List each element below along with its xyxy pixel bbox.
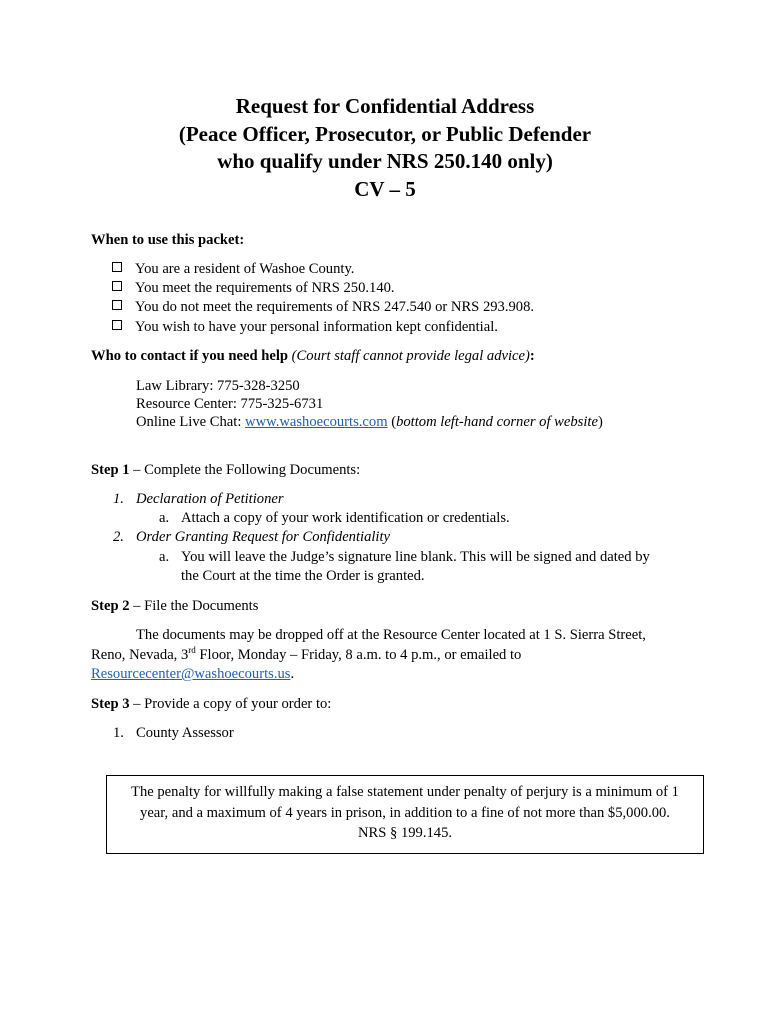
contact-heading: Who to contact if you need help (Court staff cannot provide legal advice): bbox=[91, 348, 535, 364]
step-3-heading: Step 3 – Provide a copy of your order to: bbox=[91, 696, 332, 712]
online-chat-line: Online Live Chat: www.washoecourts.com (bottom left-hand corner of website) bbox=[136, 414, 603, 430]
checkbox-square-icon bbox=[112, 300, 122, 310]
law-library-phone: Law Library: 775-328-3250 bbox=[136, 378, 300, 394]
washoecourts-link[interactable]: www.washoecourts.com bbox=[245, 414, 388, 430]
step-2-paragraph-line-1: The documents may be dropped off at the Resource Center located at 1 S. Sierra Street, bbox=[136, 627, 646, 643]
document-item-2-sub-cont: the Court at the time the Order is granted. bbox=[181, 568, 425, 584]
contact-note: (Court staff cannot provide legal advice) bbox=[291, 348, 530, 364]
list-item: You meet the requirements of NRS 250.140. bbox=[112, 279, 122, 297]
document-item-2: 2. Order Granting Request for Confidentiality bbox=[113, 529, 391, 545]
title-line-1: Request for Confidential Address bbox=[235, 94, 535, 118]
when-to-use-heading: When to use this packet: bbox=[91, 232, 245, 248]
list-item: You are a resident of Washoe County. bbox=[112, 260, 122, 278]
penalty-notice-text: The penalty for willfully making a false statement under penalty of perjury is a minimum of 1 year, and a maximum of 4 years in prison, in addition to a fine of not more than $5,000.00. NRS § 199.145. bbox=[131, 784, 679, 841]
list-item: You do not meet the requirements of NRS 247.540 or NRS 293.908. bbox=[112, 298, 122, 316]
title-line-2: (Peace Officer, Prosecutor, or Public Defender bbox=[178, 121, 592, 146]
list-item: You wish to have your personal information kept confidential. bbox=[112, 318, 122, 336]
form-code: CV – 5 bbox=[354, 176, 416, 201]
title-line-3: who qualify under NRS 250.140 only) bbox=[217, 149, 553, 173]
resource-center-phone: Resource Center: 775-325-6731 bbox=[136, 396, 324, 412]
step-2-paragraph-line-3: Resourcecenter@washoecourts.us. bbox=[91, 666, 295, 682]
checkbox-square-icon bbox=[112, 320, 122, 330]
checkbox-square-icon bbox=[112, 262, 122, 272]
step-1-heading: Step 1 – Complete the Following Documents: bbox=[91, 462, 361, 478]
step-2-heading: Step 2 – File the Documents bbox=[91, 598, 259, 614]
resource-center-email-link[interactable]: Resourcecenter@washoecourts.us bbox=[91, 666, 291, 682]
document-item-1: 1. Declaration of Petitioner bbox=[113, 491, 284, 507]
document-item-2-sub: a. You will leave the Judge’s signature line blank. This will be signed and dated by bbox=[159, 549, 650, 565]
step-3-list-item: 1. County Assessor bbox=[113, 725, 234, 741]
document-item-1-sub: a. Attach a copy of your work identification or credentials. bbox=[159, 510, 510, 526]
step-2-paragraph-line-2: Reno, Nevada, 3rd Floor, Monday – Friday, 8 a.m. to 4 p.m., or emailed to bbox=[91, 645, 522, 663]
checkbox-square-icon bbox=[112, 281, 122, 291]
document-title bbox=[0, 93, 770, 203]
penalty-notice-box bbox=[106, 775, 704, 854]
